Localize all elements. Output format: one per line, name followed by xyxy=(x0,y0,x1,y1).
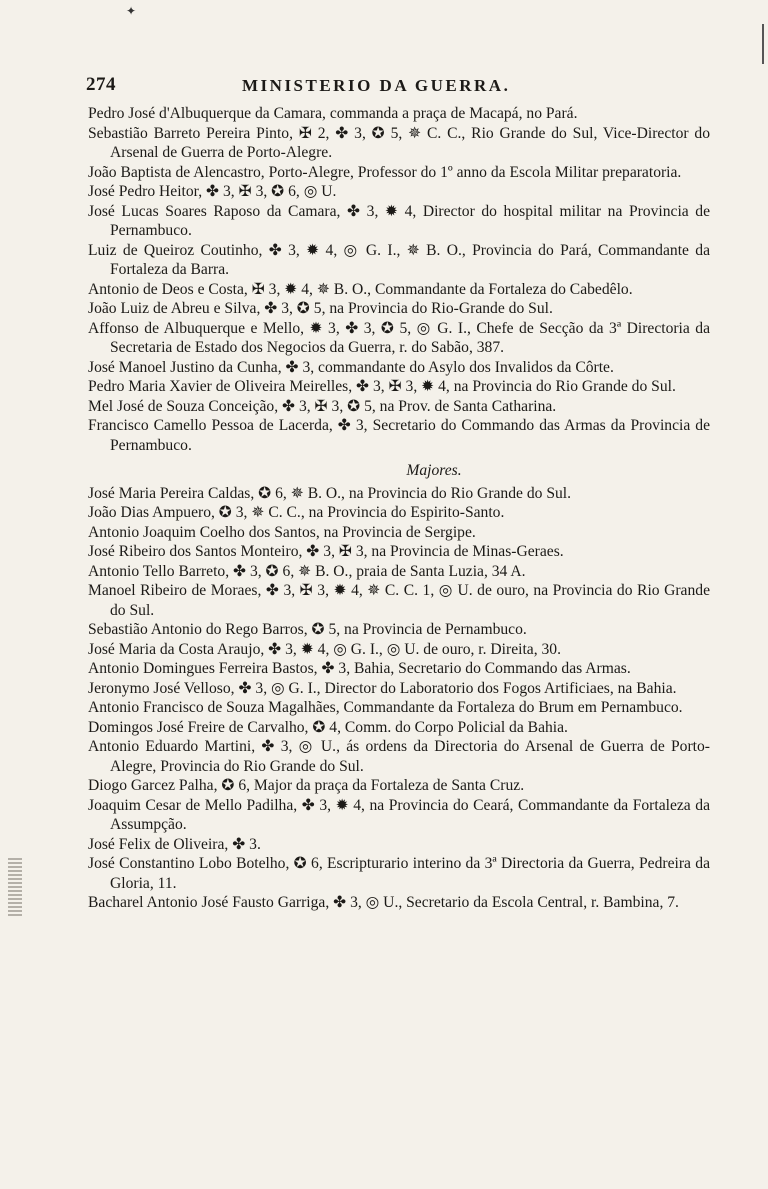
entry: João Baptista de Alencastro, Porto-Alegre, Professor do 1º anno da Escola Militar preparatoria. xyxy=(88,163,682,181)
entry: Antonio Francisco de Souza Magalhães, Commandante da Fortaleza do Brum em Pernambuco. xyxy=(88,699,683,716)
page-number: 274 xyxy=(86,74,116,95)
entry: Manoel Ribeiro de Moraes, ✤ 3, ✠ 3, ✹ 4, ✵ C. C. 1, ◎ U. de ouro, na Provincia do Rio Grande do Sul. xyxy=(88,582,710,619)
entry: José Maria Pereira Caldas, ✪ 6, ✵ B. O., na Provincia do Rio Grande do Sul. xyxy=(88,484,572,502)
entry: João Dias Ampuero, ✪ 3, ✵ C. C., na Provincia do Espirito-Santo. xyxy=(88,504,505,521)
entry: José Pedro Heitor, ✤ 3, ✠ 3, ✪ 6, ◎ U. xyxy=(88,183,337,200)
entry: Antonio Joaquim Coelho dos Santos, na Provincia de Sergipe. xyxy=(88,523,476,541)
section-title-majores: Majores. xyxy=(406,462,462,479)
entries-majores-list xyxy=(88,484,710,913)
entry: José Maria da Costa Araujo, ✤ 3, ✹ 4, ◎ G. I., ◎ U. de ouro, r. Direita, 30. xyxy=(88,640,561,658)
entry: Antonio de Deos e Costa, ✠ 3, ✹ 4, ✵ B. O., Commandante da Fortaleza do Cabedêlo. xyxy=(88,280,633,298)
entry: Antonio Eduardo Martini, ✤ 3, ◎ U., ás ordens da Directoria do Arsenal de Guerra de Porto-Alegre, Provincia do Rio Grande do Sul. xyxy=(88,738,710,775)
page-edge-line xyxy=(762,24,764,64)
entry: Bacharel Antonio José Fausto Garriga, ✤ 3, ◎ U., Secretario da Escola Central, r. Bambina, 7. xyxy=(88,894,679,911)
entry: Antonio Tello Barreto, ✤ 3, ✪ 6, ✵ B. O., praia de Santa Luzia, 34 A. xyxy=(88,562,526,580)
entry: João Luiz de Abreu e Silva, ✤ 3, ✪ 5, na Provincia do Rio-Grande do Sul. xyxy=(88,300,553,317)
entry: José Ribeiro dos Santos Monteiro, ✤ 3, ✠ 3, na Provincia de Minas-Geraes. xyxy=(88,543,564,560)
entry: Sebastião Barreto Pereira Pinto, ✠ 2, ✤ 3, ✪ 5, ✵ C. C., Rio Grande do Sul, Vice-Director do Arsenal de Guerra de Porto-Alegre. xyxy=(88,124,710,161)
entry: Mel José de Souza Conceição, ✤ 3, ✠ 3, ✪ 5, na Prov. de Santa Catharina. xyxy=(88,397,557,415)
entry: Antonio Domingues Ferreira Bastos, ✤ 3, Bahia, Secretario do Commando das Armas. xyxy=(88,660,631,677)
entry: José Felix de Oliveira, ✤ 3. xyxy=(88,835,261,853)
entry: José Constantino Lobo Botelho, ✪ 6, Escripturario interino da 3ª Directoria da Guerra, Pedreira da Gloria, 11. xyxy=(88,855,710,892)
running-title: MINISTERIO DA GUERRA. xyxy=(242,76,511,95)
page-header xyxy=(86,74,716,100)
margin-smudge xyxy=(8,858,22,916)
entry: Diogo Garcez Palha, ✪ 6, Major da praça da Fortaleza de Santa Cruz. xyxy=(88,777,525,794)
entry: Pedro Maria Xavier de Oliveira Meirelles, ✤ 3, ✠ 3, ✹ 4, na Provincia do Rio Grande do Sul. xyxy=(88,378,676,395)
entry: Joaquim Cesar de Mello Padilha, ✤ 3, ✹ 4, na Provincia do Ceará, Commandante da Fortaleza da Assumpção. xyxy=(88,796,710,833)
entry: José Manoel Justino da Cunha, ✤ 3, commandante do Asylo dos Invalidos da Côrte. xyxy=(88,358,614,376)
entry: José Lucas Soares Raposo da Camara, ✤ 3, ✹ 4, Director do hospital militar na Provincia de Pernambuco. xyxy=(88,202,710,239)
entry: Domingos José Freire de Carvalho, ✪ 4, Comm. do Corpo Policial da Bahia. xyxy=(88,718,568,736)
page-body xyxy=(88,104,710,913)
ink-mark: ✦ xyxy=(126,4,137,18)
entry: Pedro José d'Albuquerque da Camara, commanda a praça de Macapá, no Pará. xyxy=(88,105,578,122)
entries-top-list xyxy=(88,104,710,455)
entry: Sebastião Antonio do Rego Barros, ✪ 5, na Provincia de Pernambuco. xyxy=(88,621,527,638)
entry: Affonso de Albuquerque e Mello, ✹ 3, ✤ 3, ✪ 5, ◎ G. I., Chefe de Secção da 3ª Directoria da Secretaria de Estado dos Negocios da Guerra, r. do Sabão, 387. xyxy=(88,319,710,356)
entry: Luiz de Queiroz Coutinho, ✤ 3, ✹ 4, ◎ G. I., ✵ B. O., Provincia do Pará, Commandante da Fortaleza da Barra. xyxy=(88,241,710,278)
entry: Francisco Camello Pessoa de Lacerda, ✤ 3, Secretario do Commando das Armas da Provincia de Pernambuco. xyxy=(88,417,710,454)
entry: Jeronymo José Velloso, ✤ 3, ◎ G. I., Director do Laboratorio dos Fogos Artificiaes, na Bahia. xyxy=(88,679,677,697)
